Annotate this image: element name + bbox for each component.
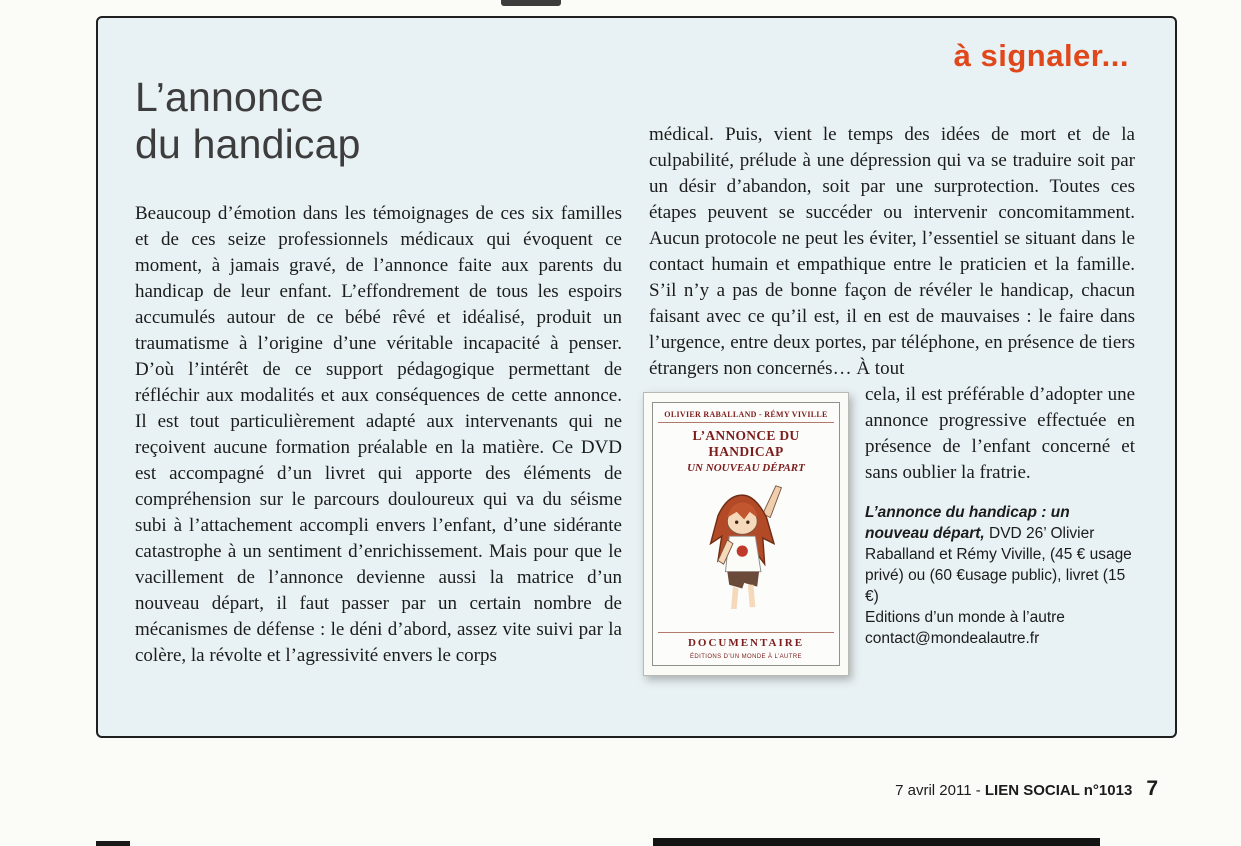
article-panel	[96, 16, 1177, 738]
article-title-line2: du handicap	[135, 121, 361, 167]
dvd-caption	[865, 502, 1135, 649]
right-column-text-wrapped: cela, il est préférable d’adopter une annonce progressive effectuée en présence de l’enfant concerné et sans oublier la fratrie.	[865, 384, 1135, 483]
dvd-cover-frame	[652, 402, 840, 666]
left-column-text: Beaucoup d’émotion dans les témoignages de ces six familles et de ces seize professionnels médicaux qui évoquent ce moment, à jamais gravé, de l’annonce faite aux parents du handicap de leur enfant. L’effondrement de tous les espoirs accumulés autour de ce bébé rêvé et idéalisé, produit un traumatisme à l’origine d’une véritable incapacité à penser. D’où l’intérêt de ce support pédagogique permettant de réfléchir aux modalités et aux conséquences de cette annonce. Il est tout particulièrement adapté aux intervenants qui ne reçoivent aucune formation préalable en la matière. Ce DVD est accompagné d’un livret qui apporte des éléments de compréhension sur le parcours douloureux qui va du séisme subi à l’attachement accompli envers l’enfant, d’une sidérante catastrophe à un sentiment d’enrichissement. Mais pour que le vacillement de l’annonce devienne aussi la matrice d’un nouveau départ, il faut passer par un certain nombre de mécanismes de défense : le déni d’abord, assez vite suivi par la colère, la révolte et l’agressivité envers le corps	[135, 203, 622, 666]
scan-artifact	[653, 838, 1100, 846]
dvd-cover-title: L’ANNONCE DU HANDICAP	[692, 428, 800, 459]
footer-journal-name: LIEN SOCIAL n°1013	[984, 782, 1133, 799]
footer-date: 7 avril 2011 -	[895, 782, 985, 799]
scan-artifact	[501, 0, 561, 6]
scan-artifact	[96, 841, 130, 846]
caption-email: contact@mondealautre.fr	[865, 630, 1040, 647]
caption-publisher: Editions d’un monde à l’autre	[865, 609, 1065, 626]
article-title-line1: L’annonce	[135, 74, 324, 120]
manga-girl-illustration	[658, 474, 834, 632]
dvd-cover-genre: DOCUMENTAIRE	[658, 632, 834, 649]
dvd-cover-publisher-logo: ÉDITIONS D’UN MONDE À L’AUTRE	[690, 654, 802, 660]
right-column-text-upper: médical. Puis, vient le temps des idées de mort et de la culpabilité, prélude à une dépression qui va se traduire soit par un désir d’abandon, soit par une surprotection. Toutes ces étapes peuvent se succéder ou intervenir concomitamment. Aucun protocole ne peut les éviter, l’essentiel se situant dans le contact humain et empathique entre le praticien et la famille. S’il n’y a pas de bonne façon de révéler le handicap, chacun faisant avec ce qu’il est, il en est de mauvaises : le faire dans l’urgence, entre deux portes, par téléphone, en présence de tiers étrangers non concernés… À tout	[649, 124, 1135, 379]
section-badge: à signaler...	[953, 38, 1129, 73]
right-column	[649, 122, 1135, 682]
page-footer	[895, 777, 1158, 801]
caption-title: L’annonce du handicap : un nouveau départ,	[865, 504, 1070, 542]
dvd-cover-subtitle: UN NOUVEAU DÉPART	[687, 462, 805, 474]
left-column	[135, 201, 622, 669]
caption-details: DVD 26’ Olivier Raballand et Rémy Viville, (45 € usage privé) ou (60 €usage public), livret (15 €)	[865, 525, 1132, 605]
article-title	[135, 74, 361, 168]
dvd-cover-authors: OLIVIER RABALLAND - RÉMY VIVILLE	[658, 410, 834, 423]
footer-page-number: 7	[1146, 777, 1158, 800]
dvd-cover	[643, 392, 849, 676]
